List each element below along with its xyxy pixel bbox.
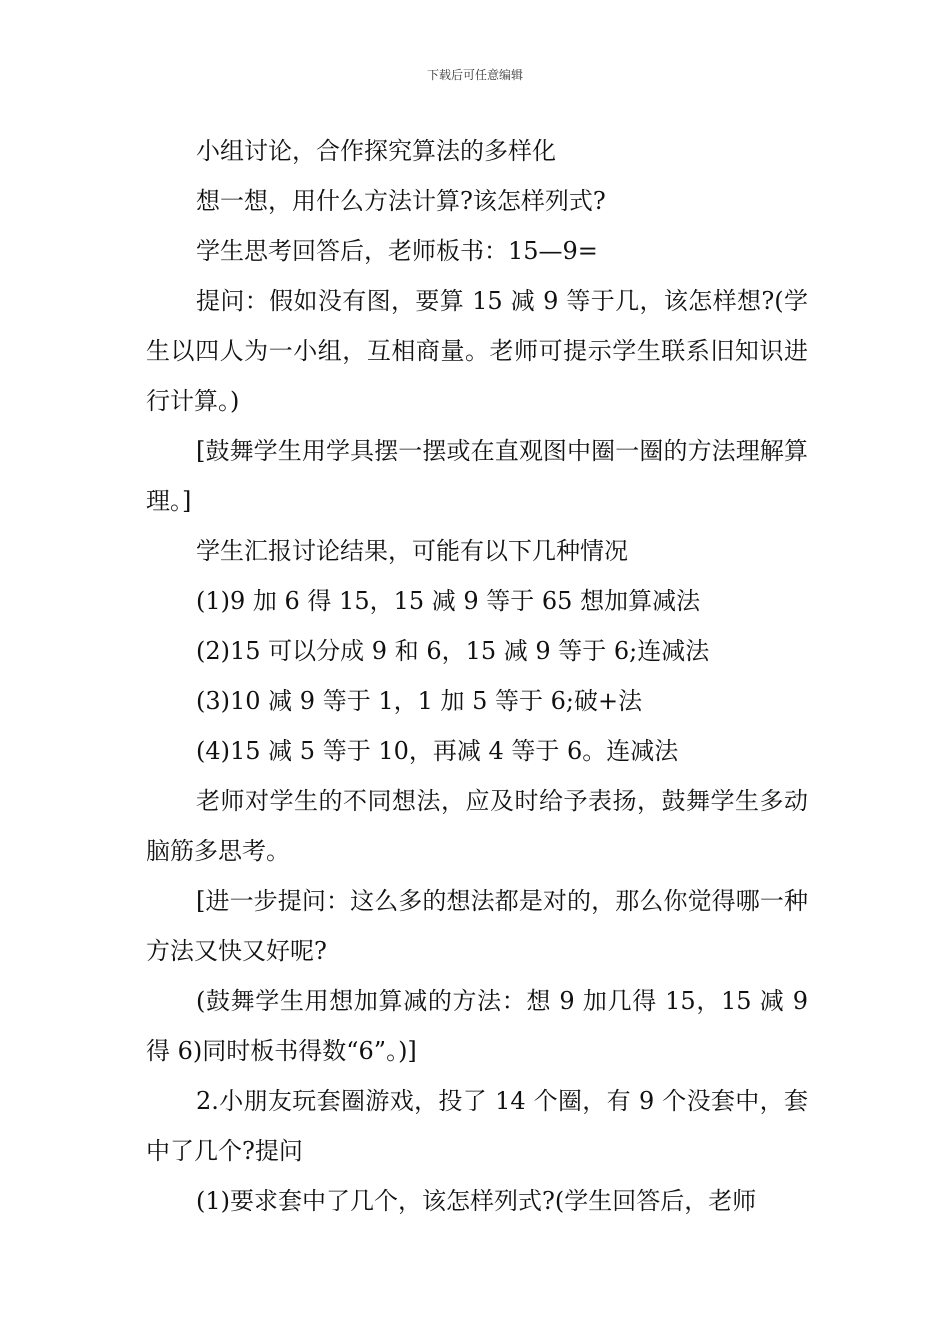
paragraph-13: (鼓舞学生用想加算减的方法：想 9 加几得 15，15 减 9 得 6)同时板书得数“6”。)] <box>146 987 808 1065</box>
paragraph-12: [进一步提问：这么多的想法都是对的，那么你觉得哪一种方法又快又好呢? <box>146 887 808 965</box>
document-body <box>146 126 808 1226</box>
paragraph-9: (3)10 减 9 等于 1，1 加 5 等于 6;破+法 <box>196 687 643 715</box>
paragraph-8: (2)15 可以分成 9 和 6，15 减 9 等于 6;连减法 <box>196 637 710 665</box>
page-header-note: 下载后可任意编辑 <box>426 68 523 82</box>
paragraph-10: (4)15 减 5 等于 10，再减 4 等于 6。连减法 <box>196 737 679 765</box>
paragraph-5: [鼓舞学生用学具摆一摆或在直观图中圈一圈的方法理解算理。] <box>146 437 808 515</box>
paragraph-14: 2.小朋友玩套圈游戏，投了 14 个圈，有 9 个没套中，套中了几个?提问 <box>146 1087 808 1165</box>
paragraph-4: 提问：假如没有图，要算 15 减 9 等于几，该怎样想?(学生以四人为一小组，互相商量。老师可提示学生联系旧知识进行计算。) <box>146 287 808 415</box>
paragraph-15: (1)要求套中了几个，该怎样列式?(学生回答后，老师 <box>196 1187 757 1215</box>
paragraph-11: 老师对学生的不同想法，应及时给予表扬，鼓舞学生多动脑筋多思考。 <box>146 787 808 865</box>
paragraph-1: 小组讨论，合作探究算法的多样化 <box>196 137 556 165</box>
paragraph-7: (1)9 加 6 得 15，15 减 9 等于 65 想加算减法 <box>196 587 701 615</box>
paragraph-2: 想一想，用什么方法计算?该怎样列式? <box>196 187 606 215</box>
paragraph-3: 学生思考回答后，老师板书：15—9= <box>196 237 598 265</box>
paragraph-6: 学生汇报讨论结果，可能有以下几种情况 <box>196 537 628 565</box>
